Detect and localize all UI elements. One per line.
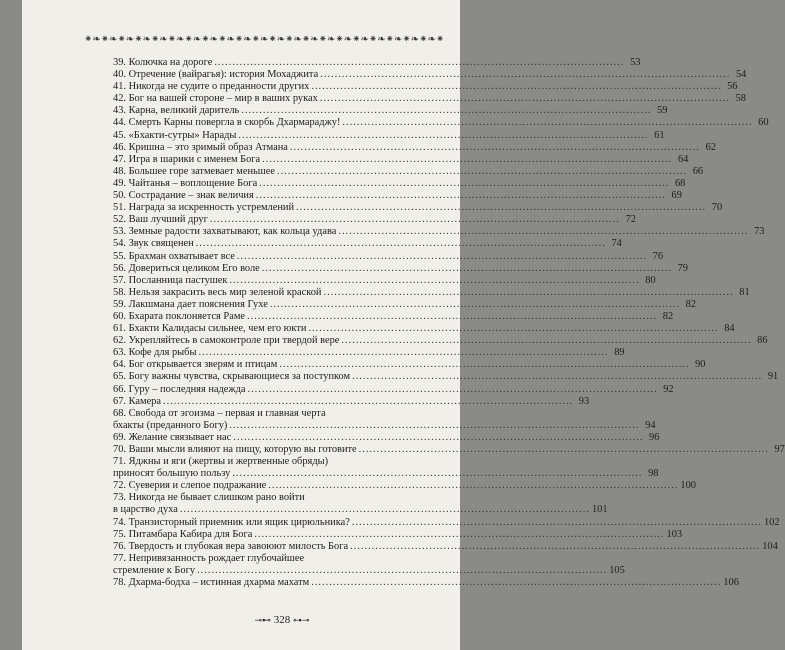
dot-leader: .................................................................................................................. <box>255 190 666 202</box>
toc-entry-page: 92 <box>663 383 674 395</box>
dot-leader: .................................................................................................................. <box>352 371 763 383</box>
toc-entry-page: 104 <box>762 540 778 552</box>
toc-entry-line <box>113 177 686 190</box>
dot-leader: .................................................................................................................. <box>358 444 769 455</box>
toc-entry-title: 62. Укрепляйтесь в самоконтроле при твердой вере <box>113 335 340 347</box>
toc-entry <box>113 323 735 335</box>
dot-leader: .................................................................................................................. <box>163 395 574 407</box>
toc-entry <box>113 492 608 516</box>
dot-leader: .................................................................................................................. <box>338 226 749 238</box>
toc-entry-title: 63. Кофе для рыбы <box>113 347 197 359</box>
toc-entry-title: 68. Свобода от эгоизма – первая и главная черта <box>113 407 326 419</box>
toc-entry-line <box>113 165 704 178</box>
toc-entry-line <box>113 129 665 142</box>
dot-leader: .................................................................................................................. <box>279 359 690 371</box>
dot-leader: .................................................................................................................. <box>214 57 625 68</box>
dot-leader: .................................................................................................................. <box>308 323 719 335</box>
toc-entry-page: 86 <box>757 335 768 347</box>
dot-leader: .................................................................................................................. <box>195 238 606 250</box>
toc-entry-page: 60 <box>758 117 769 129</box>
toc-entry <box>113 250 664 263</box>
toc-entry-page: 73 <box>754 226 765 238</box>
toc-entry-line <box>113 202 723 214</box>
toc-entry-page: 94 <box>645 419 656 431</box>
dot-leader: .................................................................................................................. <box>289 141 701 153</box>
toc-entry-title: в царство духа <box>113 504 178 516</box>
toc-entry-title: 66. Гуру – последняя надежда <box>113 383 246 395</box>
dot-leader: .................................................................................................................. <box>319 93 730 105</box>
dot-leader: .................................................................................................................. <box>238 129 649 141</box>
toc-entry-line <box>113 468 659 480</box>
toc-entry-line <box>113 286 750 299</box>
toc-entry-title: 69. Желание связывает нас <box>113 431 232 443</box>
toc-entry-page: 58 <box>735 93 746 105</box>
dot-leader: .................................................................................................................. <box>261 262 672 274</box>
toc-entry-line <box>113 419 656 432</box>
toc-entry-page: 76 <box>652 250 664 262</box>
toc-entry <box>113 153 689 166</box>
toc-entry-page: 91 <box>767 371 779 383</box>
toc-entry <box>113 93 746 105</box>
toc-entry-title: 61. Бхакти Калидасы сильнее, чем его юкти <box>113 323 307 335</box>
toc-entry <box>113 347 625 359</box>
toc-entry-title: 74. Транзисторный приемник или ящик цирюльника? <box>113 516 350 528</box>
toc-entry-title: 59. Лакшмана дает пояснения Гухе <box>113 298 268 310</box>
dot-leader: .................................................................................................................. <box>229 419 640 431</box>
toc-entry-title: 56. Довериться целиком Его воле <box>113 262 260 274</box>
toc-entry-line <box>113 238 622 250</box>
toc-entry-line <box>113 347 625 359</box>
toc-entry-line <box>113 492 435 504</box>
toc-entry-title: 64. Бог открывается зверям и птицам <box>113 359 278 371</box>
toc-entry-line <box>113 117 769 129</box>
toc-entry-line <box>113 335 768 347</box>
toc-entry-line <box>113 528 683 541</box>
toc-entry <box>113 359 706 371</box>
dot-leader: .................................................................................................................. <box>247 310 658 322</box>
toc-entry-title: 52. Ваш лучший друг <box>113 214 208 226</box>
folio-ornament-right: ⊶⊸ <box>293 616 310 626</box>
toc-entry <box>113 238 622 250</box>
toc-entry-page: 62 <box>705 141 717 153</box>
toc-entry-page: 56 <box>727 81 738 93</box>
toc-entry-page: 93 <box>578 395 590 407</box>
toc-entry-title: приносят большую пользу <box>113 468 231 480</box>
dot-leader: .................................................................................................................. <box>247 383 658 395</box>
dot-leader: .................................................................................................................. <box>198 347 609 359</box>
toc-entry-title: 46. Кришна – это зримый образ Атмана <box>113 141 288 153</box>
toc-entry-title: 65. Богу важны чувства, скрывающиеся за поступком <box>113 371 351 383</box>
dot-leader: .................................................................................................................. <box>179 504 590 516</box>
toc-entry-title: 78. Дхарма-бодха – истинная дхарма махатм <box>113 577 310 589</box>
toc-entry <box>113 165 704 178</box>
toc-entry-title: 51. Награда за искренность устремлений <box>113 202 295 214</box>
toc-entry-page: 64 <box>677 153 689 165</box>
toc-entry-line <box>113 504 608 516</box>
toc-entry-title: 43. Карна, великий даритель <box>113 105 240 117</box>
toc-entry-page: 103 <box>666 528 683 540</box>
toc-entry-page: 74 <box>611 238 622 250</box>
toc-entry-title: 50. Сострадание – знак величия <box>113 190 254 202</box>
toc-entry-title: 70. Ваши мысли влияют на пищу, которую вы готовите <box>113 444 357 455</box>
toc-entry-line <box>113 431 660 444</box>
dot-leader: .................................................................................................................. <box>323 286 734 298</box>
toc-entry-page: 59 <box>657 105 668 117</box>
toc-entry <box>113 105 668 117</box>
toc-entry <box>113 57 641 69</box>
toc-entry <box>113 214 636 226</box>
toc-entry-page: 61 <box>654 129 665 141</box>
toc-entry <box>113 262 688 275</box>
toc-entry <box>113 177 686 190</box>
toc-entry-page: 66 <box>692 165 704 177</box>
toc-entry <box>113 69 747 81</box>
toc-entry-line <box>113 480 696 492</box>
toc-entry-line <box>113 359 706 371</box>
toc-entry <box>113 540 778 553</box>
toc-entry <box>113 444 785 456</box>
toc-entry-title: 77. Непривязанность рождает глубочайшее <box>113 552 305 564</box>
toc-entry-title: 42. Бог на вашей стороне – мир в ваших руках <box>113 93 318 105</box>
toc-entry <box>113 274 656 287</box>
folio-ornament-left: ⊸⊷ <box>254 616 271 626</box>
ornament-border: ⁕❧⁕❧⁕❧⁕❧⁕❧⁕❧⁕❧⁕❧⁕❧⁕❧⁕❧⁕❧⁕❧⁕❧⁕❧⁕❧⁕❧⁕❧⁕❧⁕❧⁕❧⁕ <box>84 34 445 45</box>
toc-entry-page: 105 <box>609 564 625 576</box>
toc-entry-title: 60. Бхарата поклоняется Раме <box>113 310 246 322</box>
dot-leader: .................................................................................................................. <box>236 250 648 262</box>
toc-entry-title: 40. Отречение (вайрагья): история Мохаджита <box>113 69 319 81</box>
dot-leader: .................................................................................................................. <box>341 335 752 347</box>
toc-entry-page: 82 <box>685 298 696 310</box>
toc-entry-line <box>113 105 668 117</box>
toc-entry <box>113 81 738 93</box>
toc-entry-page: 96 <box>649 431 660 443</box>
toc-entry-page: 100 <box>680 480 696 492</box>
toc-entry-page: 53 <box>630 57 641 68</box>
table-of-contents <box>113 57 785 589</box>
toc-entry-page: 70 <box>711 202 723 214</box>
dot-leader: .................................................................................................................. <box>209 214 620 226</box>
dot-leader: .................................................................................................................. <box>342 117 753 129</box>
toc-entry <box>113 190 682 202</box>
toc-entry-line <box>113 190 682 202</box>
toc-entry-title: 71. Яджны и яги (жертвы и жертвенные обряды) <box>113 456 329 468</box>
toc-entry-title: 67. Камера <box>113 395 161 407</box>
dot-leader: .................................................................................................................. <box>262 153 673 165</box>
toc-entry-title: 75. Питамбара Кабира для Бога <box>113 528 253 540</box>
toc-entry-line <box>113 226 765 238</box>
toc-entry <box>113 383 674 396</box>
toc-entry-page: 89 <box>614 347 625 359</box>
toc-entry-title: стремление к Богу <box>113 564 196 576</box>
toc-entry-page: 79 <box>677 262 688 274</box>
toc-entry-title: бхакты (преданного Богу) <box>113 419 228 431</box>
toc-entry-page: 72 <box>625 214 636 226</box>
toc-entry-line <box>113 250 664 263</box>
dot-leader: .................................................................................................................. <box>276 165 688 177</box>
dot-leader: .................................................................................................................. <box>197 564 608 576</box>
toc-entry <box>113 577 739 589</box>
toc-entry-page: 68 <box>674 177 686 189</box>
toc-entry-page: 101 <box>591 504 608 516</box>
toc-entry-line <box>113 141 717 154</box>
toc-entry-line <box>113 214 636 226</box>
toc-entry-line <box>113 310 674 323</box>
toc-entry-page: 69 <box>671 190 682 202</box>
toc-entry-page: 97 <box>774 444 785 455</box>
toc-entry <box>113 226 765 238</box>
toc-entry-page: 82 <box>662 310 674 322</box>
dot-leader: .................................................................................................................. <box>229 274 640 286</box>
toc-entry-line <box>113 564 625 577</box>
toc-entry-line <box>113 69 747 81</box>
toc-entry <box>113 286 750 299</box>
toc-entry-line <box>113 456 435 468</box>
toc-entry-title: 76. Твердость и глубокая вера завоюют милость Бога <box>113 540 349 552</box>
toc-entry <box>113 129 665 142</box>
dot-leader: .................................................................................................................. <box>241 105 652 117</box>
toc-entry-line <box>113 81 738 93</box>
toc-entry <box>113 552 625 577</box>
toc-entry-title: 57. Посланница пастушек <box>113 274 228 286</box>
toc-entry-title: 72. Суеверия и слепое подражание <box>113 480 267 492</box>
toc-entry-title: 53. Земные радости захватывают, как кольца удава <box>113 226 337 238</box>
toc-entry-line <box>113 371 779 383</box>
toc-entry <box>113 298 696 311</box>
toc-entry <box>113 480 696 492</box>
toc-entry-line <box>113 577 739 589</box>
toc-entry <box>113 202 723 214</box>
toc-entry-title: 45. «Бхакти-сутры» Нарады <box>113 129 237 141</box>
toc-entry-page: 80 <box>645 274 656 286</box>
toc-entry-title: 55. Брахман охватывает все <box>113 250 235 262</box>
toc-entry-page: 98 <box>648 468 659 480</box>
toc-entry <box>113 407 656 432</box>
toc-entry-line <box>113 57 641 69</box>
toc-entry <box>113 528 683 541</box>
toc-entry <box>113 117 769 129</box>
toc-entry <box>113 141 717 154</box>
toc-entry-page: 90 <box>695 359 706 371</box>
toc-entry-page: 54 <box>735 69 747 81</box>
toc-entry <box>113 395 590 408</box>
toc-entry-title: 44. Смерть Карны повергла в скорбь Дхармараджу! <box>113 117 341 129</box>
dot-leader: .................................................................................................................. <box>259 177 670 189</box>
toc-entry-line <box>113 93 746 105</box>
toc-entry-title: 48. Большее горе затмевает меньшее <box>113 165 275 177</box>
toc-entry-line <box>113 383 674 396</box>
toc-entry-line <box>113 444 785 456</box>
dot-leader: .................................................................................................................. <box>268 480 679 492</box>
folio-number: 328 <box>273 614 291 626</box>
dot-leader: .................................................................................................................. <box>269 298 680 310</box>
toc-entry-page: 102 <box>763 516 780 528</box>
toc-entry-title: 58. Нельзя закрасить весь мир зеленой краской <box>113 286 322 298</box>
toc-entry <box>113 456 659 480</box>
toc-entry-line <box>113 153 689 166</box>
toc-entry-title: 41. Никогда не судите о преданности других <box>113 81 310 93</box>
toc-entry-title: 47. Игра в шарики с именем Бога <box>113 153 261 165</box>
toc-entry-line <box>113 408 435 420</box>
dot-leader: .................................................................................................................. <box>320 69 731 81</box>
toc-entry-line <box>113 395 590 408</box>
toc-entry-line <box>113 274 656 287</box>
toc-entry-page: 84 <box>724 323 735 335</box>
toc-entry-line <box>113 323 735 335</box>
toc-entry-title: 54. Звук священен <box>113 238 194 250</box>
dot-leader: .................................................................................................................. <box>254 528 665 540</box>
book-page <box>22 0 785 650</box>
toc-entry-page: 106 <box>723 577 739 589</box>
dot-leader: .................................................................................................................. <box>296 202 707 214</box>
toc-entry-page: 81 <box>739 286 750 298</box>
dot-leader: .................................................................................................................. <box>232 468 643 480</box>
toc-entry <box>113 310 674 323</box>
dot-leader: .................................................................................................................. <box>311 81 722 93</box>
toc-entry-line <box>113 262 688 275</box>
toc-entry <box>113 431 660 444</box>
dot-leader: .................................................................................................................. <box>350 540 761 552</box>
toc-entry-line <box>113 540 778 553</box>
toc-entry-line <box>113 516 780 529</box>
toc-entry <box>113 371 779 383</box>
toc-entry <box>113 516 780 529</box>
page-number <box>227 614 337 626</box>
dot-leader: .................................................................................................................. <box>311 577 722 589</box>
dot-leader: .................................................................................................................. <box>233 431 644 443</box>
toc-entry-line <box>113 298 696 311</box>
toc-entry <box>113 335 768 347</box>
toc-entry-title: 73. Никогда не бывает слишком рано войти <box>113 492 305 504</box>
toc-entry-title: 49. Чайтанья – воплощение Бога <box>113 177 258 189</box>
toc-entry-title: 39. Колючка на дороге <box>113 57 213 68</box>
dot-leader: .................................................................................................................. <box>351 516 762 528</box>
toc-entry-line <box>113 553 435 565</box>
